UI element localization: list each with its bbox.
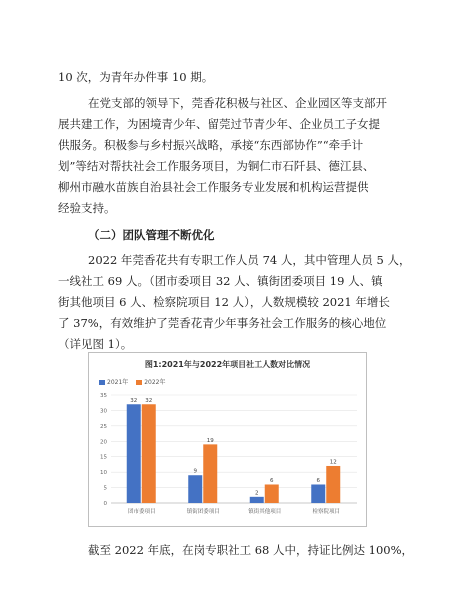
text-line: 划”等结对帮扶社会工作服务项目，为铜仁市石阡县、德江县、 <box>58 159 375 173</box>
data-label: 32 <box>145 397 153 404</box>
bar <box>311 484 325 503</box>
bar <box>127 404 141 503</box>
x-tick-label: 检察院项目 <box>312 509 341 515</box>
section-heading: （二）团队管理不断优化 <box>88 228 215 242</box>
bar <box>203 444 217 503</box>
text-line: 经验支持。 <box>58 201 116 215</box>
y-tick-label: 5 <box>103 485 107 492</box>
text-line: 了 37%，有效维护了莞香花青少年事务社会工作服务的核心地位 <box>58 316 387 330</box>
text-line: 一线社工 69 人。（团市委项目 32 人、镇街团委项目 19 人、镇 <box>58 274 383 288</box>
bar-chart <box>88 352 367 527</box>
x-tick-label: 团市委项目 <box>127 509 156 515</box>
y-tick-label: 10 <box>100 470 107 477</box>
y-tick-label: 20 <box>100 439 107 446</box>
bar <box>265 484 279 503</box>
data-label: 12 <box>329 459 337 466</box>
bar <box>326 466 340 503</box>
y-tick-label: 25 <box>100 423 107 430</box>
data-label: 32 <box>130 397 138 404</box>
text-line: 展共建工作，为困境青少年、留莞过节青少年、企业员工子女提 <box>58 117 380 131</box>
y-tick-label: 35 <box>100 393 107 399</box>
chart-title: 图1:2021年与2022年项目社工人数对比情况 <box>144 360 311 369</box>
x-tick-label: 镇街团委项目 <box>186 509 220 515</box>
text-line: 在党支部的领导下，莞香花积极与社区、企业园区等支部开 <box>88 96 387 110</box>
data-label: 2 <box>255 490 259 497</box>
text-line: 柳州市融水苗族自治县社会工作服务专业发展和机构运营提供 <box>58 180 369 194</box>
bar <box>188 475 202 503</box>
legend-label: 2021年 <box>107 379 129 386</box>
bar <box>250 497 264 503</box>
x-tick-label: 镇街其他项目 <box>248 509 282 515</box>
chart-plot <box>89 353 366 526</box>
y-tick-label: 0 <box>103 501 107 507</box>
text-line: 供服务。积极参与乡村振兴战略，承接“东西部协作”“牵手计 <box>58 138 364 152</box>
text-line: 街其他项目 6 人、检察院项目 12 人），人数规模较 2021 年增长 <box>58 295 390 309</box>
data-label: 19 <box>206 437 214 444</box>
data-label: 6 <box>270 477 274 484</box>
text-line: （详见图 1）。 <box>58 337 133 351</box>
text-line: 10 次，为青年办件事 10 期。 <box>58 70 214 84</box>
data-label: 9 <box>193 468 197 475</box>
y-tick-label: 15 <box>100 454 107 461</box>
legend-label: 2022年 <box>144 379 166 386</box>
text-line: 截至 2022 年底，在岗专职社工 68 人中，持证比例达 100%， <box>88 543 414 557</box>
y-tick-label: 30 <box>100 408 107 415</box>
text-line: 2022 年莞香花共有专职工作人员 74 人，其中管理人员 5 人， <box>88 253 411 267</box>
data-label: 6 <box>316 477 320 484</box>
bar <box>142 404 156 503</box>
